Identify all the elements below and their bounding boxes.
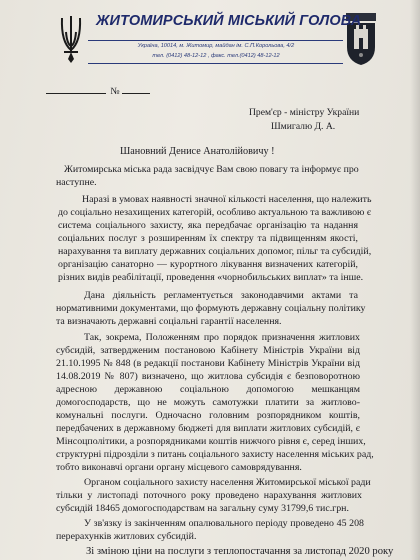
number-blank [122,93,150,94]
paragraph-line: різних видів реабілітації, проведення «чорнобильських виплат» та інше. [58,272,364,283]
header-title: ЖИТОМИРСЬКИЙ МІСЬКИЙ ГОЛОВА [96,13,362,29]
paragraph-line: Мінсоцполітики, а розпорядниками коштів нижчого рівня є, серед інших, [56,436,366,447]
paragraph-line: соціальних послуг з розширенням їх спектру та підвищенням якості, [58,233,358,244]
header-phones: тел. (0412) 48-12-12 , факс. тел.(0412) 48-12-12 [152,53,280,59]
paragraph-line: тобто виконавчі органи органу місцевого самоврядування. [56,462,302,473]
paragraph-5 [56,476,371,515]
header-rule-bottom [88,63,343,64]
paragraph-3 [56,289,366,328]
paragraph-line: Так, зокрема, Положенням про порядок призначення житлових [84,332,360,343]
paragraph-line: структурні підрозділи з питань соціального захисту населення міських рад, [56,449,374,460]
paragraph-line: домогосподарств, що не можуть самотужки платити за житлово- [56,397,360,408]
paragraph-line: 14.08.2019 № 807) визначено, що житлова субсидія є безповоротною [56,371,360,382]
paragraph-line: наступне. [56,177,97,188]
paragraph-4 [56,331,374,474]
paragraph-line: тільки у листопаді поточного року проведено нарахування житлових [56,490,362,501]
reference-line [46,86,150,97]
paragraph-line: передбачених в державному бюджеті для виплати житлових субсидій, є [56,423,360,434]
paragraph-line: Дана діяльність регламентується законодавчими актами та [84,290,358,301]
paragraph-line: до соціально незахищених категорій, особливо актуальною та важливою є [58,207,372,218]
paragraph-line: та визначають державні соціальні гарантії населення. [56,316,282,327]
paragraph-line: нарахування та виплату державних соціальних допомог, пільг та субсидій, [58,246,372,257]
number-label: № [110,86,120,97]
paragraph-line: субсидій, затвердженим постановою Кабінету Міністрів України від [56,345,360,356]
paragraph-2 [58,193,372,284]
paragraph-line: комунальні послуги. Одночасно головним розпорядником коштів, [56,410,360,421]
paragraph-line: Житомирська міська рада засвідчує Вам свою повагу та інформує про [64,164,359,175]
paragraph-line: адресною державною соціальною допомогою мешканцям [56,384,360,395]
paragraph-line: система соціального захисту, яка передбачає організацію та надання [58,220,358,231]
recipient-line1: Прем'єр - міністру України [249,107,360,118]
paragraph-line: перерахунків житлових субсидій. [56,531,197,542]
header-address: Україна, 10014, м. Житомир, майдан ім. С.П.Корольова, 4/2 [137,43,295,49]
paragraph-line: Наразі в умовах наявності значної кількості населення, що належить [82,194,372,205]
header-rule-top [88,40,343,41]
paragraph-line: У зв'язку із закінченням опалювального періоду проведено 45 208 [84,518,364,529]
trident-emblem-icon [58,12,84,64]
paragraph-1 [56,163,359,189]
paragraph-line: Зі зміною ціни на послуги з теплопостачання за листопад 2020 року [86,546,394,557]
date-blank [46,93,106,94]
paragraph-6 [56,517,364,543]
page-edge-shadow [410,0,420,560]
paragraph-line: нормативними документами, що формують державну соціальну політику [56,303,366,314]
paragraph-7 [56,545,394,558]
paragraph-line: субсидій 18465 домогосподарствам на загальну суму 31799,6 тис.грн. [56,503,349,514]
salutation: Шановний Денисе Анатолійовичу ! [120,146,275,157]
paragraph-line: 21.10.1995 № 848 (в редакції постанови Кабінету Міністрів України від [56,358,360,369]
paragraph-line: організацію санаторно — курортного лікування визначених категорій, [58,259,358,270]
recipient-line2: Шмигалю Д. А. [271,121,336,132]
paragraph-line: Органом соціального захисту населення Житомирської міської ради [84,477,371,488]
